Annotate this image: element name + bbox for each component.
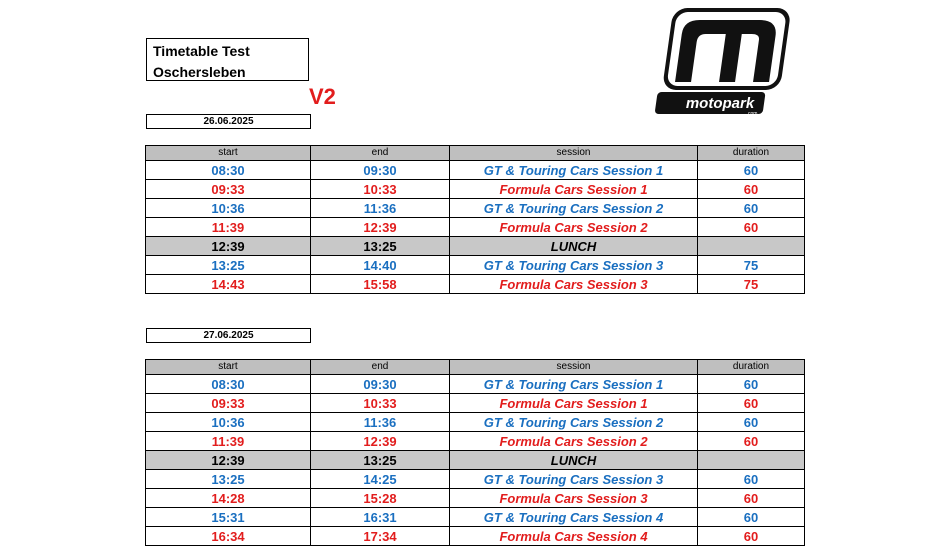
table-header-row bbox=[146, 360, 805, 375]
start-cell: 10:36 bbox=[146, 199, 311, 218]
duration-cell: 60 bbox=[698, 218, 805, 237]
duration-cell: 60 bbox=[698, 489, 805, 508]
column-header-start: start bbox=[146, 360, 311, 375]
column-header-duration: duration bbox=[698, 146, 805, 161]
end-cell: 12:39 bbox=[311, 432, 450, 451]
start-cell: 08:30 bbox=[146, 375, 311, 394]
duration-cell: 60 bbox=[698, 432, 805, 451]
session-cell: GT & Touring Cars Session 2 bbox=[450, 199, 698, 218]
duration-cell: 60 bbox=[698, 161, 805, 180]
session-cell: LUNCH bbox=[450, 237, 698, 256]
start-cell: 16:34 bbox=[146, 527, 311, 546]
end-cell: 11:36 bbox=[311, 199, 450, 218]
duration-cell: 75 bbox=[698, 256, 805, 275]
column-header-end: end bbox=[311, 360, 450, 375]
table-row bbox=[146, 470, 805, 489]
end-cell: 16:31 bbox=[311, 508, 450, 527]
end-cell: 09:30 bbox=[311, 375, 450, 394]
table-row bbox=[146, 413, 805, 432]
session-cell: Formula Cars Session 1 bbox=[450, 180, 698, 199]
end-cell: 13:25 bbox=[311, 451, 450, 470]
table-row bbox=[146, 218, 805, 237]
end-cell: 15:58 bbox=[311, 275, 450, 294]
session-cell: GT & Touring Cars Session 3 bbox=[450, 256, 698, 275]
end-cell: 13:25 bbox=[311, 237, 450, 256]
session-cell: Formula Cars Session 3 bbox=[450, 489, 698, 508]
table-row bbox=[146, 375, 805, 394]
title-line-1: Timetable Test bbox=[153, 43, 250, 59]
table-row bbox=[146, 432, 805, 451]
session-cell: Formula Cars Session 2 bbox=[450, 432, 698, 451]
start-cell: 15:31 bbox=[146, 508, 311, 527]
lunch-row bbox=[146, 451, 805, 470]
start-cell: 14:28 bbox=[146, 489, 311, 508]
start-cell: 12:39 bbox=[146, 237, 311, 256]
end-cell: 10:33 bbox=[311, 180, 450, 199]
timetable-day-1 bbox=[145, 145, 805, 294]
duration-cell: 60 bbox=[698, 508, 805, 527]
start-cell: 14:43 bbox=[146, 275, 311, 294]
timetable-day-2 bbox=[145, 359, 805, 546]
column-header-start: start bbox=[146, 146, 311, 161]
start-cell: 13:25 bbox=[146, 256, 311, 275]
duration-cell: 60 bbox=[698, 394, 805, 413]
document-title bbox=[146, 38, 309, 81]
end-cell: 12:39 bbox=[311, 218, 450, 237]
duration-cell bbox=[698, 451, 805, 470]
session-cell: LUNCH bbox=[450, 451, 698, 470]
table-header-row bbox=[146, 146, 805, 161]
duration-cell: 60 bbox=[698, 470, 805, 489]
start-cell: 12:39 bbox=[146, 451, 311, 470]
start-cell: 11:39 bbox=[146, 218, 311, 237]
session-cell: Formula Cars Session 1 bbox=[450, 394, 698, 413]
table-row bbox=[146, 180, 805, 199]
end-cell: 11:36 bbox=[311, 413, 450, 432]
duration-cell: 60 bbox=[698, 413, 805, 432]
table-row bbox=[146, 394, 805, 413]
date-label-day-1: 26.06.2025 bbox=[146, 114, 311, 129]
table-row bbox=[146, 256, 805, 275]
end-cell: 09:30 bbox=[311, 161, 450, 180]
table-row bbox=[146, 527, 805, 546]
end-cell: 10:33 bbox=[311, 394, 450, 413]
duration-cell: 60 bbox=[698, 375, 805, 394]
session-cell: GT & Touring Cars Session 3 bbox=[450, 470, 698, 489]
duration-cell bbox=[698, 237, 805, 256]
motopark-logo bbox=[652, 4, 794, 118]
logo-subtext: .com bbox=[746, 111, 758, 117]
start-cell: 10:36 bbox=[146, 413, 311, 432]
column-header-session: session bbox=[450, 146, 698, 161]
table-body bbox=[146, 375, 805, 546]
column-header-end: end bbox=[311, 146, 450, 161]
lunch-row bbox=[146, 237, 805, 256]
start-cell: 13:25 bbox=[146, 470, 311, 489]
end-cell: 14:40 bbox=[311, 256, 450, 275]
start-cell: 11:39 bbox=[146, 432, 311, 451]
column-header-session: session bbox=[450, 360, 698, 375]
session-cell: GT & Touring Cars Session 1 bbox=[450, 375, 698, 394]
start-cell: 09:33 bbox=[146, 394, 311, 413]
end-cell: 15:28 bbox=[311, 489, 450, 508]
session-cell: Formula Cars Session 4 bbox=[450, 527, 698, 546]
title-line-2: Oschersleben bbox=[153, 64, 246, 80]
table-row bbox=[146, 489, 805, 508]
table-row bbox=[146, 161, 805, 180]
version-label: V2 bbox=[309, 84, 336, 109]
table-row bbox=[146, 199, 805, 218]
duration-cell: 75 bbox=[698, 275, 805, 294]
end-cell: 14:25 bbox=[311, 470, 450, 489]
start-cell: 09:33 bbox=[146, 180, 311, 199]
logo-wordmark: motopark bbox=[685, 95, 755, 112]
end-cell: 17:34 bbox=[311, 527, 450, 546]
session-cell: Formula Cars Session 2 bbox=[450, 218, 698, 237]
duration-cell: 60 bbox=[698, 199, 805, 218]
start-cell: 08:30 bbox=[146, 161, 311, 180]
session-cell: GT & Touring Cars Session 4 bbox=[450, 508, 698, 527]
table-body bbox=[146, 161, 805, 294]
session-cell: GT & Touring Cars Session 1 bbox=[450, 161, 698, 180]
column-header-duration: duration bbox=[698, 360, 805, 375]
table-row bbox=[146, 275, 805, 294]
duration-cell: 60 bbox=[698, 527, 805, 546]
date-label-day-2: 27.06.2025 bbox=[146, 328, 311, 343]
session-cell: Formula Cars Session 3 bbox=[450, 275, 698, 294]
table-row bbox=[146, 508, 805, 527]
duration-cell: 60 bbox=[698, 180, 805, 199]
session-cell: GT & Touring Cars Session 2 bbox=[450, 413, 698, 432]
